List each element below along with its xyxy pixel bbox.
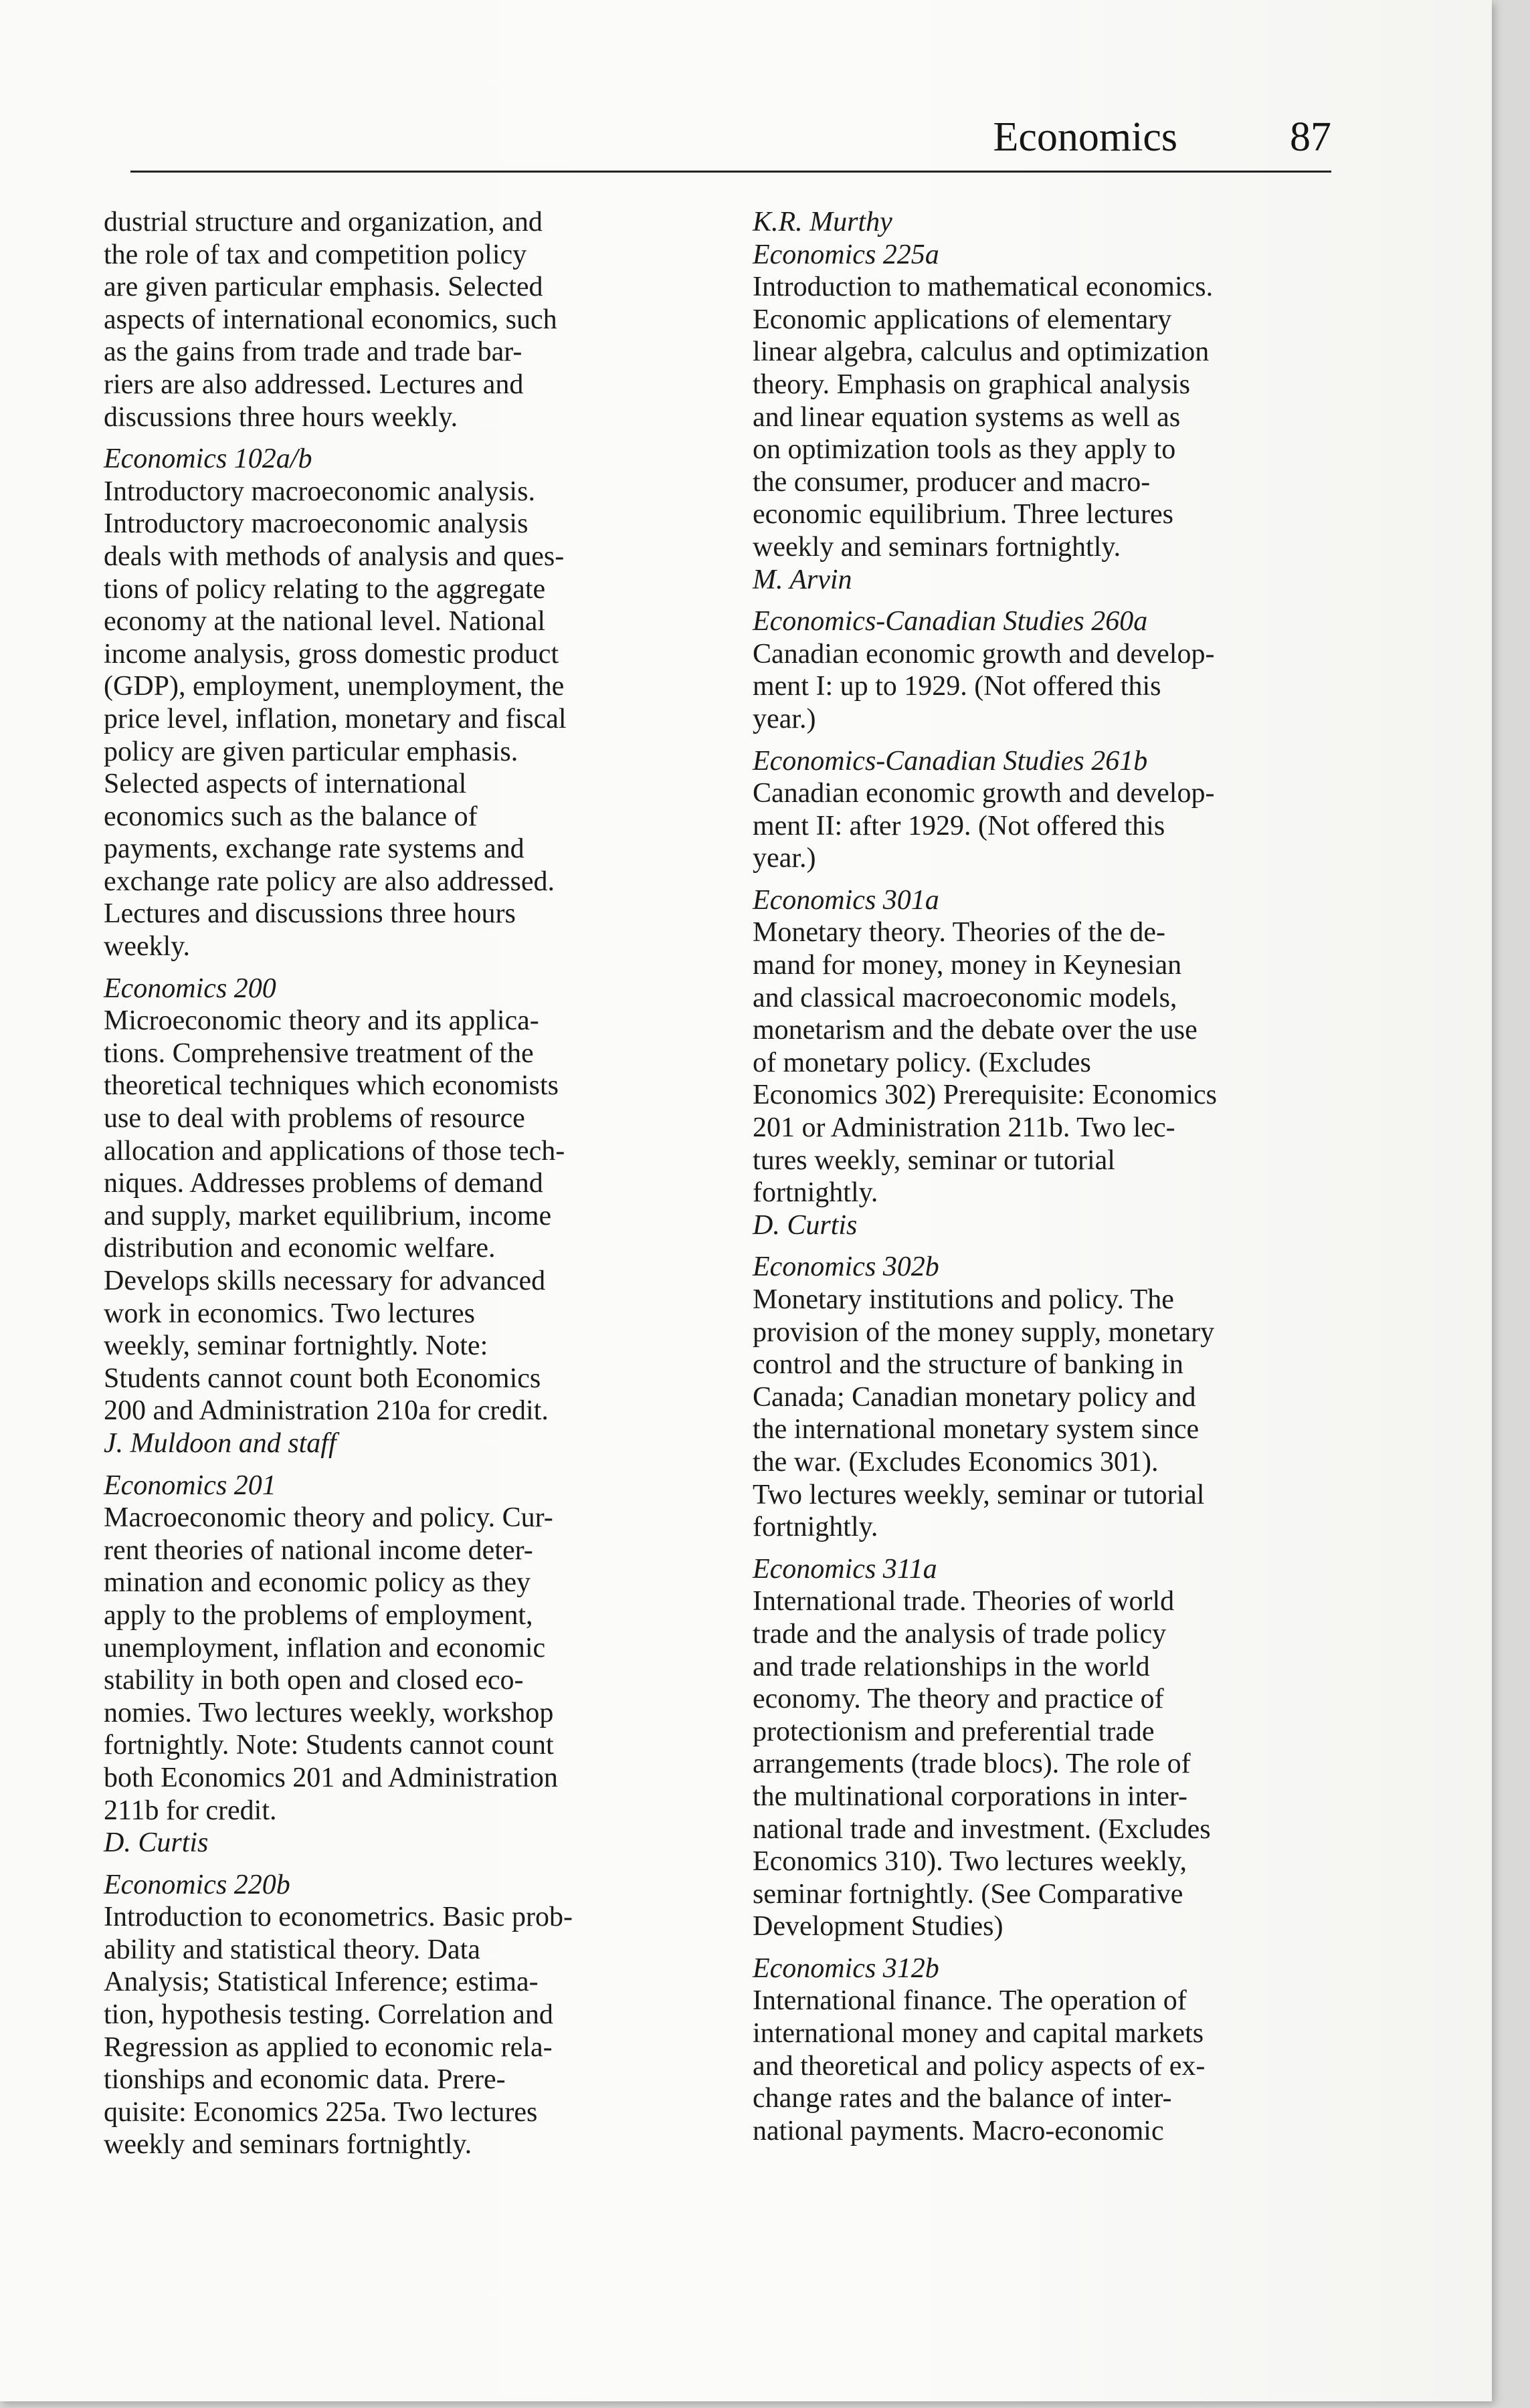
description-line: aspects of international economics, such: [104, 304, 557, 335]
page-number: 87: [1290, 114, 1331, 160]
description-line: Economics 302) Prerequisite: Economics: [753, 1080, 1218, 1111]
description-line: Macroeconomic theory and policy. Cur-: [104, 1502, 553, 1534]
course-entry: [753, 1952, 1335, 2148]
description-line: and supply, market equilibrium, income: [104, 1200, 552, 1231]
description-line: rent theories of national income deter-: [104, 1534, 533, 1566]
course-description: [753, 777, 1335, 875]
description-line: Introductory macroeconomic analysis: [104, 508, 529, 540]
description-line: the consumer, producer and macro-: [753, 466, 1151, 498]
course-title: Economics 102a/b: [104, 443, 312, 475]
description-line: niques. Addresses problems of demand: [104, 1168, 543, 1199]
description-line: weekly and seminars fortnightly.: [753, 531, 1121, 563]
description-line: year.): [753, 843, 816, 874]
description-line: tions. Comprehensive treatment of the: [104, 1037, 534, 1069]
description-line: Canadian economic growth and develop-: [753, 778, 1215, 809]
description-line: Introduction to econometrics. Basic prob-: [104, 1902, 573, 1933]
description-line: protectionism and preferential trade: [753, 1716, 1155, 1747]
description-line: economy. The theory and practice of: [753, 1684, 1164, 1715]
description-line: weekly and seminars fortnightly.: [104, 2129, 472, 2161]
description-line: Economic applications of elementary: [753, 304, 1172, 335]
description-line: tions of policy relating to the aggregate: [104, 573, 546, 605]
description-line: Introduction to mathematical economics.: [753, 272, 1214, 303]
description-line: ment I: up to 1929. (Not offered this: [753, 671, 1161, 702]
course-title: Economics 225a: [753, 239, 939, 270]
course-entry: [104, 443, 706, 963]
description-line: Canadian economic growth and develop-: [753, 638, 1215, 670]
description-line: Monetary institutions and policy. The: [753, 1284, 1174, 1315]
description-line: international money and capital markets: [753, 2018, 1204, 2049]
course-title: Economics-Canadian Studies 260a: [753, 606, 1148, 637]
description-line: Development Studies): [753, 1911, 1003, 1942]
description-line: 211b for credit.: [104, 1795, 277, 1826]
description-line: arrangements (trade blocs). The role of: [753, 1748, 1191, 1780]
course-description: [753, 1284, 1335, 1544]
description-line: Canada; Canadian monetary policy and: [753, 1381, 1196, 1413]
description-line: are given particular emphasis. Selected: [104, 272, 543, 303]
description-line: the international monetary system since: [753, 1414, 1200, 1445]
course-description: [104, 1005, 706, 1427]
description-line: nomies. Two lectures weekly, workshop: [104, 1697, 554, 1728]
description-line: ment II: after 1929. (Not offered this: [753, 810, 1165, 841]
description-line: Monetary theory. Theories of the de-: [753, 917, 1165, 948]
course-description: [753, 1985, 1335, 2147]
description-line: and linear equation systems as well as: [753, 401, 1181, 433]
course-instructor: D. Curtis: [104, 1827, 209, 1859]
description-line: fortnightly. Note: Students cannot count: [104, 1730, 554, 1761]
description-line: linear algebra, calculus and optimization: [753, 336, 1210, 368]
description-line: economics such as the balance of: [104, 801, 478, 832]
page-header: [130, 110, 1331, 173]
description-line: exchange rate policy are also addressed.: [104, 866, 555, 897]
course-description: [753, 638, 1335, 736]
description-line: on optimization tools as they apply to: [753, 434, 1176, 466]
description-line: economy at the national level. National: [104, 606, 546, 637]
description-line: distribution and economic welfare.: [104, 1233, 496, 1264]
description-line: stability in both open and closed eco-: [104, 1665, 524, 1696]
course-entry: [104, 1470, 706, 1860]
continued-description: [104, 206, 706, 433]
course-entry: [753, 1553, 1335, 1943]
description-line: apply to the problems of employment,: [104, 1599, 533, 1631]
description-line: seminar fortnightly. (See Comparative: [753, 1878, 1183, 1910]
description-line: tionships and economic data. Prere-: [104, 2064, 506, 2096]
description-line: mand for money, money in Keynesian: [753, 950, 1182, 981]
course-title: Economics 220b: [104, 1869, 290, 1900]
description-line: riers are also addressed. Lectures and: [104, 369, 524, 400]
description-line: allocation and applications of those tech-: [104, 1135, 565, 1167]
course-entry: [753, 1251, 1335, 1543]
course-title: Economics 201: [104, 1470, 276, 1501]
course-description: [104, 1502, 706, 1827]
running-head: Economics: [993, 114, 1177, 160]
description-line: the multinational corporations in inter-: [753, 1781, 1187, 1812]
course-description: [104, 476, 706, 963]
course-description: [753, 916, 1335, 1209]
description-line: provision of the money supply, monetary: [753, 1316, 1215, 1348]
description-line: Analysis; Statistical Inference; estima-: [104, 1967, 539, 1998]
description-line: Two lectures weekly, seminar or tutorial: [753, 1479, 1205, 1510]
description-line: 200 and Administration 210a for credit.: [104, 1395, 549, 1427]
course-title: Economics 301a: [753, 884, 939, 916]
course-instructor: D. Curtis: [753, 1209, 858, 1241]
description-line: mination and economic policy as they: [104, 1567, 531, 1599]
description-line: control and the structure of banking in: [753, 1349, 1183, 1381]
description-line: quisite: Economics 225a. Two lectures: [104, 2096, 538, 2128]
description-line: weekly, seminar fortnightly. Note:: [104, 1330, 488, 1362]
description-line: deals with methods of analysis and ques-: [104, 540, 565, 572]
course-description: [753, 1585, 1335, 1943]
description-line: theory. Emphasis on graphical analysis: [753, 369, 1190, 400]
description-line: and classical macroeconomic models,: [753, 982, 1177, 1013]
description-line: trade and the analysis of trade policy: [753, 1618, 1167, 1649]
course-instructor: J. Muldoon and staff: [104, 1427, 337, 1459]
description-line: tures weekly, seminar or tutorial: [753, 1144, 1115, 1176]
left-column: [104, 206, 706, 2171]
course-title: Economics 302b: [753, 1251, 939, 1283]
description-line: unemployment, inflation and economic: [104, 1632, 546, 1664]
description-line: ability and statistical theory. Data: [104, 1934, 480, 1965]
description-line: use to deal with problems of resource: [104, 1103, 525, 1134]
description-line: fortnightly.: [753, 1512, 878, 1543]
description-line: 201 or Administration 211b. Two lec-: [753, 1112, 1175, 1144]
description-line: tion, hypothesis testing. Correlation and: [104, 1999, 553, 2031]
description-line: work in economics. Two lectures: [104, 1298, 475, 1329]
description-line: theoretical techniques which economists: [104, 1070, 559, 1102]
description-line: International trade. Theories of world: [753, 1586, 1175, 1617]
description-line: Develops skills necessary for advanced: [104, 1266, 546, 1296]
description-line: the war. (Excludes Economics 301).: [753, 1446, 1159, 1478]
description-line: year.): [753, 703, 816, 734]
description-line: weekly.: [104, 931, 191, 963]
course-entry: [104, 1869, 706, 2161]
description-line: and theoretical and policy aspects of ex-: [753, 2050, 1206, 2082]
description-line: dustrial structure and organization, and: [104, 207, 543, 237]
description-line: Selected aspects of international: [104, 769, 467, 800]
right-column: [753, 206, 1335, 2156]
description-line: International finance. The operation of: [753, 1985, 1187, 2017]
course-description: [104, 1901, 706, 2161]
course-instructor: M. Arvin: [753, 564, 852, 595]
description-line: change rates and the balance of inter-: [753, 2083, 1172, 2114]
description-line: both Economics 201 and Administration: [104, 1762, 558, 1793]
description-line: payments, exchange rate systems and: [104, 833, 524, 865]
course-entry: [753, 745, 1335, 875]
description-line: (GDP), employment, unemployment, the: [104, 671, 565, 702]
description-line: national payments. Macro-economic: [753, 2115, 1164, 2146]
description-line: Introductory macroeconomic analysis.: [104, 476, 535, 507]
course-title: Economics-Canadian Studies 261b: [753, 745, 1148, 777]
course-title: Economics 311a: [753, 1553, 937, 1585]
course-entry: [753, 605, 1335, 735]
description-line: national trade and investment. (Excludes: [753, 1813, 1211, 1845]
description-line: and trade relationships in the world: [753, 1651, 1150, 1682]
course-entry: [753, 884, 1335, 1242]
description-line: Regression as applied to economic rela-: [104, 2031, 553, 2063]
description-line: fortnightly.: [753, 1177, 878, 1209]
course-instructor: K.R. Murthy: [753, 207, 892, 237]
description-line: policy are given particular emphasis.: [104, 736, 518, 767]
description-line: of monetary policy. (Excludes: [753, 1047, 1091, 1078]
course-entry: [753, 239, 1335, 597]
description-line: Economics 310). Two lectures weekly,: [753, 1846, 1187, 1878]
description-line: the role of tax and competition policy: [104, 239, 527, 270]
description-line: Microeconomic theory and its applica-: [104, 1005, 539, 1037]
description-line: economic equilibrium. Three lectures: [753, 499, 1173, 530]
description-line: as the gains from trade and trade bar-: [104, 336, 522, 368]
description-line: Students cannot count both Economics: [104, 1363, 541, 1394]
description-line: price level, inflation, monetary and fiscal: [104, 703, 567, 734]
course-description: [753, 271, 1335, 563]
description-line: Lectures and discussions three hours: [104, 898, 516, 930]
description-line: income analysis, gross domestic product: [104, 638, 559, 670]
description-line: monetarism and the debate over the use: [753, 1015, 1198, 1046]
description-line: discussions three hours weekly.: [104, 401, 458, 433]
course-title: Economics 200: [104, 973, 276, 1004]
course-entry: [104, 973, 706, 1460]
course-title: Economics 312b: [753, 1952, 939, 1984]
